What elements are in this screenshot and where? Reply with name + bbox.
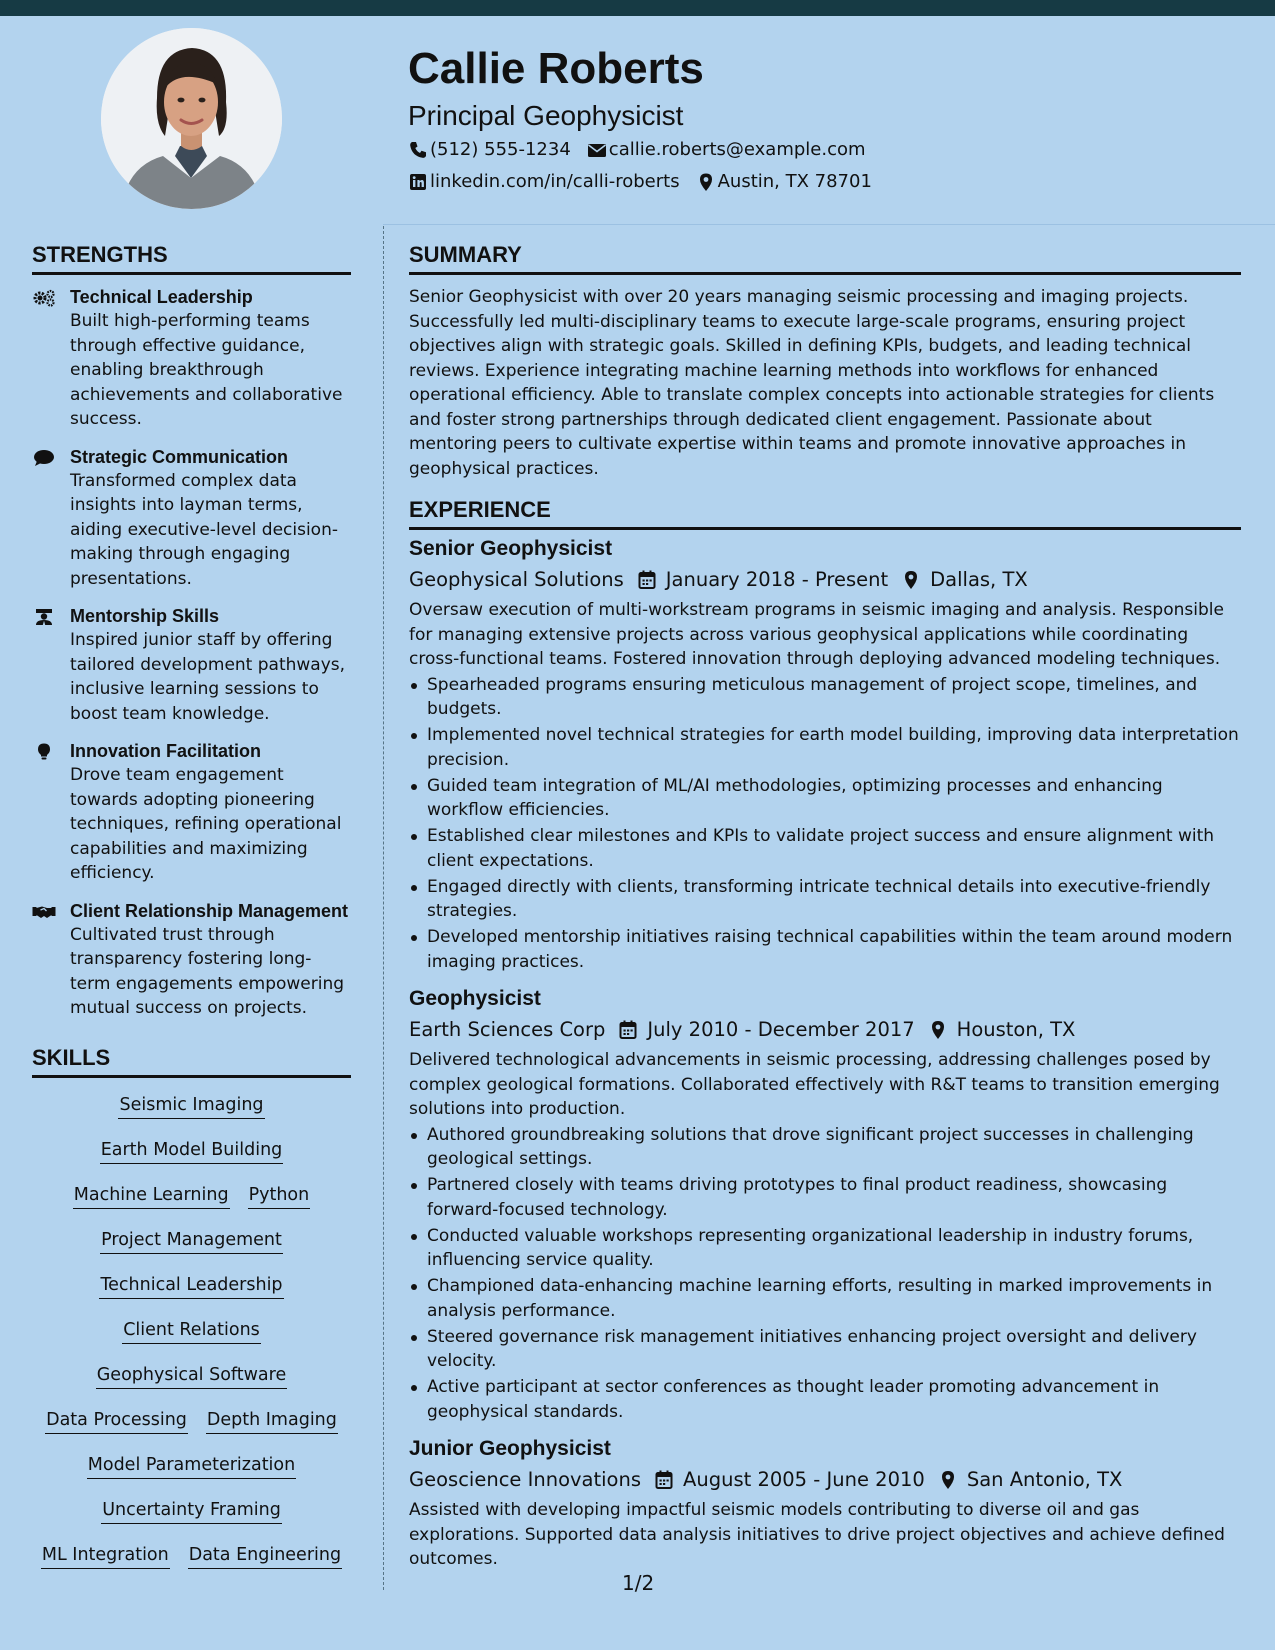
company-name: Earth Sciences Corp: [409, 1018, 606, 1041]
skill-row: [32, 1137, 351, 1182]
page-number: 1/2: [622, 1571, 655, 1595]
bullet-item: Steered governance risk management initiatives enhancing project oversight and delivery velocity.: [409, 1325, 1241, 1374]
skill-row: [32, 1542, 351, 1587]
phone-number: (512) 555-1234: [430, 139, 571, 160]
bullet-item: Spearheaded programs ensuring meticulous management of project scope, timelines, and budgets.: [409, 673, 1241, 722]
job-dates-text: July 2010 - December 2017: [647, 1018, 915, 1041]
phone-icon: [408, 140, 428, 160]
strength-title: Strategic Communication: [70, 446, 289, 467]
strength-item: [32, 285, 351, 432]
job-meta: [409, 564, 1241, 596]
lightbulb-icon: [32, 743, 56, 761]
skill-tag: Geophysical Software: [96, 1362, 287, 1389]
strength-description: Cultivated trust through transparency fostering long-term engagements empowering mutual success on projects.: [70, 924, 345, 1018]
summary-text: Senior Geophysicist with over 20 years managing seismic processing and imaging projects. Successfully led multi-disciplinary teams to execute large-scale programs, ensuring project objectives align with strategic goals. Skilled in defining KPIs, budgets, and leading technical reviews. Experience integrating machine learning methods into workflows for enhanced operational efficiency. Able to translate complex concepts into actionable strategies for clients and foster strong partnerships through dedicated client engagement. Passionate about mentoring peers to cultivate expertise within teams and promote innovative approaches in geophysical practices.: [409, 287, 1215, 479]
contact-row-2: [408, 166, 1248, 198]
skill-tag: Uncertainty Framing: [101, 1497, 282, 1524]
bullet-item: Authored groundbreaking solutions that drove significant project successes in challenging geological settings.: [409, 1123, 1241, 1172]
summary-heading: SUMMARY: [409, 240, 1241, 275]
strength-item: [32, 899, 351, 1021]
profile-photo-illustration: [101, 28, 282, 209]
strength-item: [32, 739, 351, 886]
bullet-item: Partnered closely with teams driving prototypes to final product readiness, showcasing forward-focused technology.: [409, 1173, 1241, 1222]
job-dates: [638, 564, 888, 596]
column-divider: [383, 226, 384, 1590]
job-bullets: [409, 673, 1241, 975]
skill-row: [32, 1452, 351, 1497]
job-dates-text: August 2005 - June 2010: [683, 1468, 925, 1491]
resume-header: [408, 40, 1248, 198]
calendar-icon: [655, 1470, 673, 1490]
header-divider: [383, 224, 1275, 225]
skill-tag: Client Relations: [122, 1317, 261, 1344]
job-dates-text: January 2018 - Present: [665, 568, 889, 591]
job-entry: [409, 1434, 1241, 1572]
strength-description: Inspired junior staff by offering tailored development pathways, inclusive learning sessions to boost team knowledge.: [70, 630, 346, 724]
job-location-text: Houston, TX: [956, 1018, 1076, 1041]
linkedin-url[interactable]: linkedin.com/in/calli-roberts: [430, 171, 680, 192]
gears-icon: [32, 289, 56, 307]
skill-row: [32, 1407, 351, 1452]
job-meta: [409, 1014, 1241, 1046]
job-meta: [409, 1464, 1241, 1496]
skill-row: [32, 1227, 351, 1272]
experience-heading: EXPERIENCE: [409, 495, 1241, 530]
job-location-text: San Antonio, TX: [966, 1468, 1123, 1491]
skill-tag: Technical Leadership: [99, 1272, 283, 1299]
bullet-item: Engaged directly with clients, transforming intricate technical details into executive-friendly strategies.: [409, 875, 1241, 924]
skills-heading: SKILLS: [32, 1043, 351, 1078]
envelope-icon: [587, 140, 607, 160]
job-location: [902, 564, 1028, 596]
linkedin-item[interactable]: [408, 166, 680, 198]
bullet-item: Established clear milestones and KPIs to validate project success and ensure alignment with client expectations.: [409, 824, 1241, 873]
job-location-text: Dallas, TX: [930, 568, 1028, 591]
teacher-icon: [32, 608, 56, 626]
skill-row: [32, 1182, 351, 1227]
job-location: [929, 1014, 1076, 1046]
location-item: [696, 166, 872, 198]
strength-description: Drove team engagement towards adopting pioneering techniques, refining operational capabilities and maximizing efficiency.: [70, 765, 342, 883]
bullet-item: Active participant at sector conferences as thought leader promoting advancement in geophysical standards.: [409, 1375, 1241, 1424]
skills-section: [32, 1043, 351, 1587]
left-column: [32, 240, 351, 1587]
bullet-item: Championed data-enhancing machine learning efforts, resulting in marked improvements in analysis performance.: [409, 1274, 1241, 1323]
company-name: Geophysical Solutions: [409, 568, 624, 591]
email-address[interactable]: callie.roberts@example.com: [608, 139, 866, 160]
profile-photo: [101, 28, 282, 209]
candidate-title: Principal Geophysicist: [408, 100, 684, 131]
contact-row-1: [408, 134, 1248, 166]
handshake-icon: [32, 903, 56, 921]
map-pin-icon: [902, 570, 920, 590]
skill-row: [32, 1497, 351, 1542]
skill-tag: Data Engineering: [188, 1542, 342, 1569]
job-dates: [655, 1464, 925, 1496]
company-name: Geoscience Innovations: [409, 1468, 642, 1491]
speech-bubble-icon: [32, 449, 56, 467]
skill-tag: Depth Imaging: [206, 1407, 338, 1434]
map-pin-icon: [939, 1470, 957, 1490]
skill-tag: Seismic Imaging: [118, 1092, 264, 1119]
strength-item: [32, 445, 351, 592]
strength-title: Client Relationship Management: [70, 900, 349, 921]
job-entry: [409, 534, 1241, 974]
skill-row: [32, 1362, 351, 1407]
candidate-name: Callie Roberts: [408, 44, 704, 93]
job-description: Assisted with developing impactful seismic models contributing to diverse oil and gas explorations. Supported data analysis initiatives to drive project objectives and achieve defined outcomes.: [409, 1500, 1225, 1569]
strength-title: Mentorship Skills: [70, 606, 220, 626]
skill-tag: Machine Learning: [73, 1182, 230, 1209]
calendar-icon: [638, 570, 656, 590]
strength-title: Technical Leadership: [70, 287, 253, 307]
skill-tag: Project Management: [100, 1227, 283, 1254]
skill-tag: Model Parameterization: [87, 1452, 296, 1479]
strengths-heading: STRENGTHS: [32, 240, 351, 275]
job-bullets: [409, 1123, 1241, 1425]
job-title: Junior Geophysicist: [409, 1437, 611, 1460]
skill-tag: Data Processing: [45, 1407, 188, 1434]
top-accent-bar: [0, 0, 1275, 16]
bullet-item: Conducted valuable workshops representing organizational leadership in industry forums, influencing service quality.: [409, 1224, 1241, 1273]
right-column: [409, 240, 1241, 1572]
job-description: Delivered technological advancements in seismic processing, addressing challenges posed by complex geological formations. Collaborated effectively with R&T teams to transition emerging solutions into production.: [409, 1050, 1220, 1119]
job-dates: [619, 1014, 914, 1046]
job-location: [939, 1464, 1123, 1496]
skill-row: [32, 1272, 351, 1317]
skill-tag: Earth Model Building: [100, 1137, 284, 1164]
calendar-icon: [619, 1020, 637, 1040]
bullet-item: Implemented novel technical strategies for earth model building, improving data interpretation precision.: [409, 723, 1241, 772]
skill-row: [32, 1092, 351, 1137]
skill-tag: ML Integration: [41, 1542, 170, 1569]
skill-row: [32, 1317, 351, 1362]
strength-description: Built high-performing teams through effective guidance, enabling breakthrough achievements and collaborative success.: [70, 311, 343, 429]
location-text: Austin, TX 78701: [717, 171, 872, 192]
strength-item: [32, 604, 351, 726]
bullet-item: Developed mentorship initiatives raising technical capabilities within the team around modern imaging practices.: [409, 925, 1241, 974]
job-title: Geophysicist: [409, 987, 541, 1010]
linkedin-icon: [408, 172, 428, 192]
strength-description: Transformed complex data insights into layman terms, aiding executive-level decision-making through engaging presentations.: [70, 470, 338, 589]
bullet-item: Guided team integration of ML/AI methodologies, optimizing processes and enhancing workflow efficiencies.: [409, 774, 1241, 823]
phone-item: [408, 134, 571, 166]
map-pin-icon: [696, 172, 716, 192]
map-pin-icon: [929, 1020, 947, 1040]
skill-tag: Python: [248, 1182, 311, 1209]
strength-title: Innovation Facilitation: [70, 741, 262, 761]
job-description: Oversaw execution of multi-workstream programs in seismic imaging and analysis. Responsible for managing extensive projects across various geophysical applications while coordinating cross-functional teams. Fostered innovation through deploying advanced modeling techniques.: [409, 600, 1224, 669]
job-entry: [409, 984, 1241, 1424]
email-item[interactable]: [587, 134, 866, 166]
job-title: Senior Geophysicist: [409, 537, 613, 560]
